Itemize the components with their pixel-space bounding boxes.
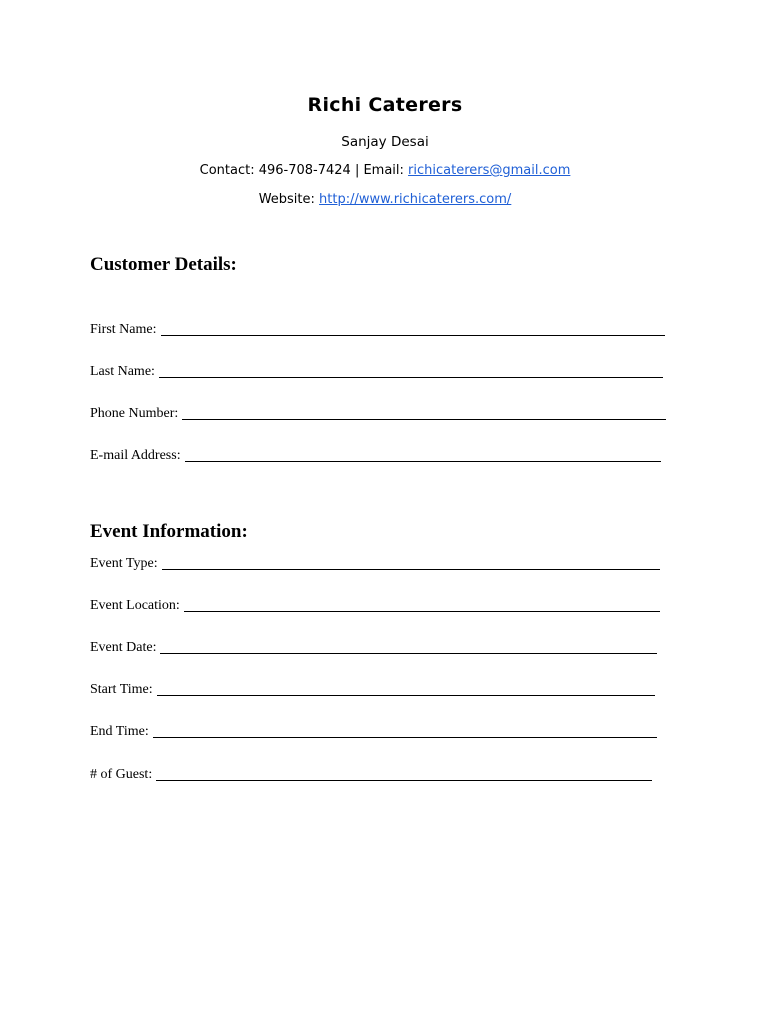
guest-count-label: # of Guest: (90, 767, 153, 782)
contact-line (0, 163, 770, 178)
last-name-row (90, 360, 663, 380)
guest-count-row (90, 763, 652, 783)
email-link[interactable]: richicaterers@gmail.com (408, 163, 571, 178)
event-type-row (90, 552, 660, 572)
contact-text: Contact: 496-708-7424 | Email: (199, 163, 409, 178)
end-time-label: End Time: (90, 724, 149, 739)
email-address-row (90, 444, 661, 464)
event-location-field[interactable] (184, 597, 660, 612)
event-type-field[interactable] (162, 555, 660, 570)
event-location-row (90, 594, 660, 614)
event-type-label: Event Type: (90, 556, 158, 571)
email-address-field[interactable] (185, 447, 661, 462)
start-time-label: Start Time: (90, 682, 153, 697)
end-time-field[interactable] (153, 723, 657, 738)
company-name: Richi Caterers (307, 94, 463, 116)
phone-number-field[interactable] (182, 405, 666, 420)
end-time-row (90, 720, 657, 740)
event-information-heading: Event Information: (90, 521, 248, 542)
start-time-field[interactable] (157, 681, 655, 696)
website-line (0, 192, 770, 207)
email-address-label: E-mail Address: (90, 448, 181, 463)
first-name-label: First Name: (90, 322, 157, 337)
website-link[interactable]: http://www.richicaterers.com/ (319, 192, 512, 207)
start-time-row (90, 678, 655, 698)
event-date-row (90, 636, 657, 656)
last-name-field[interactable] (159, 363, 663, 378)
event-date-label: Event Date: (90, 640, 157, 655)
first-name-field[interactable] (161, 321, 666, 336)
phone-number-label: Phone Number: (90, 406, 179, 421)
event-date-field[interactable] (160, 639, 657, 654)
event-location-label: Event Location: (90, 598, 180, 613)
guest-count-field[interactable] (156, 766, 652, 781)
phone-number-row (90, 402, 666, 422)
website-label: Website: (258, 192, 320, 207)
owner-name: Sanjay Desai (341, 134, 429, 150)
last-name-label: Last Name: (90, 364, 155, 379)
customer-details-heading: Customer Details: (90, 254, 237, 275)
first-name-row (90, 318, 665, 338)
